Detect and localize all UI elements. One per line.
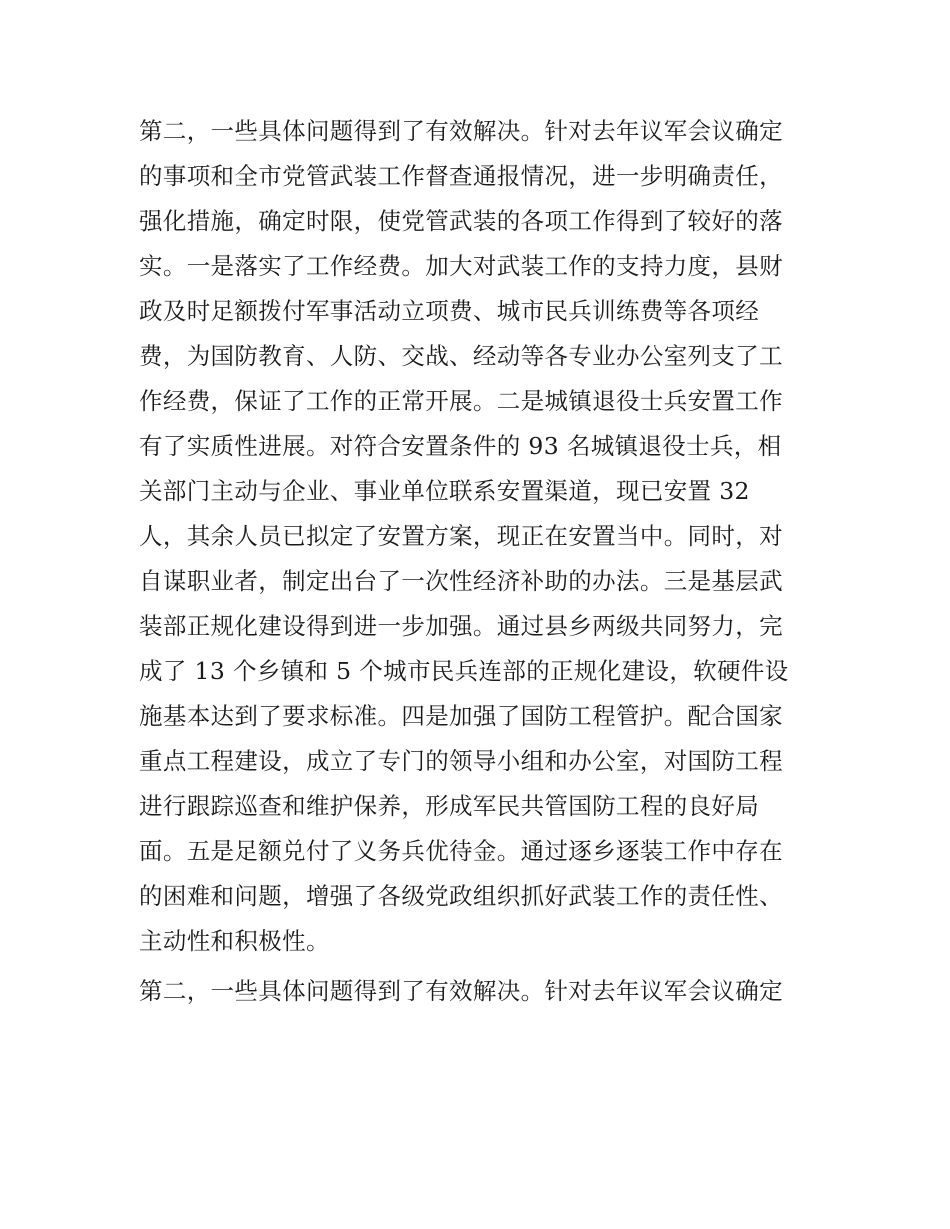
document-body bbox=[139, 109, 819, 1014]
text-line: 重点工程建设，成立了专门的领导小组和办公室，对国防工程 bbox=[139, 747, 783, 775]
text-line: 政及时足额拨付军事活动立项费、城市民兵训练费等各项经 bbox=[139, 297, 760, 325]
text-line: 自谋职业者，制定出台了一次性经济补助的办法。三是基层武 bbox=[139, 567, 783, 595]
text-line: 的困难和问题，增强了各级党政组织抓好武装工作的责任性、 bbox=[139, 882, 783, 910]
text-line: 人，其余人员已拟定了安置方案，现正在安置当中。同时，对 bbox=[139, 522, 783, 550]
text-line: 施基本达到了要求标准。四是加强了国防工程管护。配合国家 bbox=[139, 702, 783, 730]
text-line: 进行跟踪巡查和维护保养，形成军民共管国防工程的良好局 bbox=[139, 792, 760, 820]
text-line: 面。五是足额兑付了义务兵优待金。通过逐乡逐装工作中存在 bbox=[139, 837, 783, 865]
text-line: 主动性和积极性。 bbox=[139, 927, 330, 955]
text-line: 关部门主动与企业、事业单位联系安置渠道，现已安置 32 bbox=[139, 477, 750, 505]
text-line: 有了实质性进展。对符合安置条件的 93 名城镇退役士兵，相 bbox=[139, 432, 782, 460]
text-line: 第二，一些具体问题得到了有效解决。针对去年议军会议确定 bbox=[139, 977, 783, 1005]
text-line: 实。一是落实了工作经费。加大对武装工作的支持力度，县财 bbox=[139, 252, 783, 280]
text-line: 装部正规化建设得到进一步加强。通过县乡两级共同努力，完 bbox=[139, 612, 783, 640]
text-line: 费，为国防教育、人防、交战、经动等各专业办公室列支了工 bbox=[139, 342, 783, 370]
text-line: 强化措施，确定时限，使党管武装的各项工作得到了较好的落 bbox=[139, 207, 783, 235]
text-line: 第二，一些具体问题得到了有效解决。针对去年议军会议确定 bbox=[139, 117, 783, 145]
text-line: 作经费，保证了工作的正常开展。二是城镇退役士兵安置工作 bbox=[139, 387, 783, 415]
text-line: 的事项和全市党管武装工作督查通报情况，进一步明确责任， bbox=[139, 162, 783, 190]
text-line: 成了 13 个乡镇和 5 个城市民兵连部的正规化建设，软硬件设 bbox=[139, 657, 789, 685]
